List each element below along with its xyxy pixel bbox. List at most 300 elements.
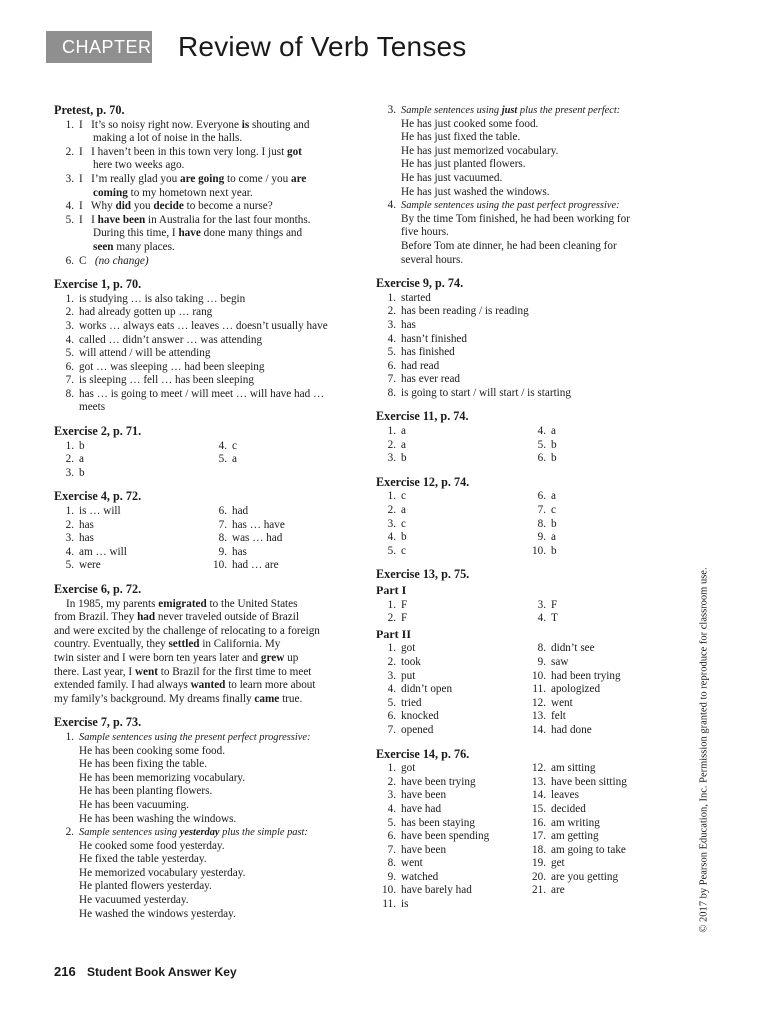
list-item [526, 439, 676, 453]
item-answer: watched [401, 870, 439, 883]
list-item [54, 388, 360, 402]
item-number: 14. [532, 723, 546, 736]
item-answer: am sitting [551, 762, 596, 775]
item-answer: I I haven’t been in this town very long. I just got [79, 145, 302, 158]
item-answer: tried [401, 696, 422, 709]
item-number: 3. [387, 318, 396, 331]
item-answer: has [401, 318, 416, 331]
list-item [376, 857, 526, 871]
list-item [376, 762, 526, 776]
item-answer: I I’m really glad you are going to come / you are [79, 172, 307, 185]
text-line: from Brazil. They had never traveled outside of Brazil [54, 611, 299, 624]
item-answer: F [401, 612, 408, 625]
section-heading: Exercise 13, p. 75. [376, 567, 470, 582]
item-number: 5. [65, 559, 74, 572]
list-item [526, 531, 676, 545]
item-number: 7. [65, 374, 74, 387]
item-number: 3. [387, 452, 396, 465]
text-line: In 1985, my parents emigrated to the United States [66, 597, 298, 610]
text-line: He has just vacuumed. [401, 171, 503, 184]
item-number: 7. [218, 518, 227, 531]
list-item [376, 789, 526, 803]
item-answer: am getting [551, 830, 599, 843]
item-answer: took [401, 655, 421, 668]
list-item [376, 830, 526, 844]
answer-columns [376, 599, 676, 626]
answer-list [54, 119, 360, 269]
item-number: 3. [65, 319, 74, 332]
sample-sentences [376, 118, 676, 200]
item-answer: didn’t see [551, 642, 595, 655]
answer-columns [376, 642, 676, 737]
item-number: 6. [537, 490, 546, 503]
item-number: 1. [387, 291, 396, 304]
item-label: Sample sentences using just plus the present perfect: [401, 105, 621, 116]
item-answer: were [79, 559, 101, 572]
item-number: 7. [387, 723, 396, 736]
text-line: During this time, I have done many things and [93, 227, 303, 240]
list-item [54, 347, 360, 361]
list-item [54, 519, 207, 533]
list-item [376, 545, 526, 559]
answer-columns [54, 440, 360, 481]
list-item [376, 319, 676, 333]
text-line: there. Last year, I went to Brazil for the first time to meet [54, 665, 312, 678]
item-number: 3. [65, 466, 74, 479]
item-answer: F [551, 598, 558, 611]
item-number: 17. [532, 830, 546, 843]
item-number: 1. [65, 439, 74, 452]
list-item [376, 884, 526, 898]
item-number: 5. [387, 346, 396, 359]
item-answer: b [79, 466, 85, 479]
item-answer: hasn’t finished [401, 332, 467, 345]
item-number: 8. [387, 857, 396, 870]
item-number: 14. [532, 789, 546, 802]
list-item [526, 871, 676, 885]
item-number: 12. [532, 696, 546, 709]
list-item [526, 857, 676, 871]
item-answer: has been staying [401, 816, 475, 829]
item-answer: b [551, 517, 557, 530]
chapter-header [46, 30, 467, 89]
item-answer: T [551, 612, 558, 625]
list-item [54, 361, 360, 375]
list-item [526, 697, 676, 711]
item-answer: called … didn’t answer … was attending [79, 333, 263, 346]
item-answer: a [551, 490, 556, 503]
text-line: He has just fixed the table. [401, 131, 521, 144]
list-item [207, 453, 360, 467]
item-answer: got [401, 642, 416, 655]
item-number: 10. [382, 884, 396, 897]
copyright-text: © 2017 by Pearson Education, Inc. Permission granted to reproduce for classroom use. [698, 567, 710, 933]
list-item [376, 531, 526, 545]
answer-paragraph [54, 598, 360, 707]
list-item [376, 898, 526, 912]
item-answer: have been [401, 843, 447, 856]
item-answer: felt [551, 710, 566, 723]
item-answer: am writing [551, 816, 600, 829]
text-line: He has been vacuuming. [79, 798, 189, 811]
item-answer: put [401, 669, 416, 682]
item-number: 9. [537, 531, 546, 544]
text-line: several hours. [401, 253, 464, 266]
item-answer: didn’t open [401, 683, 453, 696]
sample-sentences [54, 745, 360, 827]
item-number: 5. [387, 696, 396, 709]
item-answer: saw [551, 655, 569, 668]
item-label: Sample sentences using the present perfect progressive: [79, 731, 311, 743]
sample-sentences [376, 213, 676, 267]
list-item [207, 440, 360, 454]
list-item [54, 546, 207, 560]
list-item [54, 214, 360, 228]
item-number: 2. [387, 504, 396, 517]
list-item [526, 830, 676, 844]
section-heading: Exercise 14, p. 76. [376, 746, 470, 761]
answer-columns [54, 505, 360, 573]
item-number: 4. [537, 612, 546, 625]
text-line: He has been planting flowers. [79, 785, 213, 798]
list-item [526, 803, 676, 817]
right-column [376, 104, 676, 922]
item-number: 1. [387, 642, 396, 655]
item-answer: had [232, 505, 249, 518]
list-item [526, 817, 676, 831]
list-item [207, 559, 360, 573]
list-item [526, 683, 676, 697]
list-item [376, 518, 526, 532]
list-item [526, 656, 676, 670]
item-answer: had … are [232, 559, 279, 572]
item-answer: is sleeping … fell … has been sleeping [79, 374, 254, 387]
item-number: 6. [65, 360, 74, 373]
answer-columns [376, 762, 676, 912]
item-number: 1. [387, 598, 396, 611]
sample-sentences [54, 840, 360, 922]
list-item [54, 467, 207, 481]
item-answer: had read [401, 359, 440, 372]
list-item [376, 387, 676, 401]
section-heading: Exercise 11, p. 74. [376, 409, 469, 424]
item-answer: leaves [551, 789, 579, 802]
text-line: He has just cooked some food. [401, 117, 539, 130]
page-title: Review of Verb Tenses [178, 31, 467, 62]
list-item [54, 146, 360, 160]
text-line: He washed the windows yesterday. [79, 907, 236, 920]
item-number: 10. [532, 544, 546, 557]
item-answer: get [551, 857, 565, 870]
item-number: 3. [537, 598, 546, 611]
section-heading: Exercise 7, p. 73. [54, 715, 142, 730]
item-answer: b [551, 544, 557, 557]
item-number: 1. [65, 118, 74, 131]
item-number: 4. [537, 425, 546, 438]
item-answer: is going to start / will start / is starting [401, 386, 571, 399]
item-answer: a [401, 425, 406, 438]
section-heading: Exercise 4, p. 72. [54, 489, 142, 504]
item-answer: b [79, 439, 85, 452]
item-number: 2. [387, 305, 396, 318]
item-number: 21. [532, 884, 546, 897]
item-answer: is … will [79, 505, 121, 518]
item-number: 5. [65, 347, 74, 360]
item-number: 5. [387, 544, 396, 557]
item-number: 20. [532, 870, 546, 883]
text-line: He has just washed the windows. [401, 185, 550, 198]
item-answer: c [232, 439, 237, 452]
list-item [54, 119, 360, 133]
item-answer: decided [551, 802, 586, 815]
item-number: 5. [537, 438, 546, 451]
list-item [526, 776, 676, 790]
item-answer: is [401, 898, 409, 911]
item-number: 3. [65, 532, 74, 545]
item-answer: got … was sleeping … had been sleeping [79, 360, 265, 373]
list-item [54, 374, 360, 388]
item-number: 10. [532, 669, 546, 682]
list-item [526, 425, 676, 439]
item-number: 3. [65, 172, 74, 185]
item-answer: started [401, 291, 431, 304]
item-label: Sample sentences using yesterday plus the simple past: [79, 827, 308, 839]
text-line: He has been memorizing vocabulary. [79, 771, 246, 784]
item-number: 2. [65, 306, 74, 319]
copyright-note [694, 550, 714, 950]
item-answer: went [551, 696, 573, 709]
item-number: 11. [532, 683, 546, 696]
list-item [526, 789, 676, 803]
list-item [376, 333, 676, 347]
item-number: 9. [387, 870, 396, 883]
item-answer: has [79, 518, 94, 531]
list-item [207, 505, 360, 519]
item-answer: F [401, 598, 408, 611]
item-number: 7. [387, 373, 396, 386]
list-item [376, 683, 526, 697]
text-line: He has been washing the windows. [79, 812, 237, 825]
item-number: 4. [387, 802, 396, 815]
list-item [526, 612, 676, 626]
item-number: 6. [218, 505, 227, 518]
item-answer: is studying … is also taking … begin [79, 292, 246, 305]
exercise-1-section [54, 278, 360, 415]
text-line: He planted flowers yesterday. [79, 880, 212, 893]
list-item [526, 642, 676, 656]
item-answer: have been sitting [551, 775, 627, 788]
list-item [526, 545, 676, 559]
list-item [376, 305, 676, 319]
list-item [376, 697, 526, 711]
list-item [526, 452, 676, 466]
item-answer: has [232, 545, 247, 558]
pretest-section [54, 104, 360, 268]
item-number: 8. [537, 517, 546, 530]
exercise-11-section [376, 410, 676, 465]
item-number: 8. [387, 386, 396, 399]
item-answer: had been trying [551, 669, 621, 682]
text-line: He has been cooking some food. [79, 744, 226, 757]
item-number: 19. [532, 857, 546, 870]
item-answer: c [401, 544, 406, 557]
item-number: 16. [532, 816, 546, 829]
text-line: twin sister and I were born ten years later and grew up [54, 651, 299, 664]
item-answer: have had [401, 802, 442, 815]
item-number: 3. [387, 517, 396, 530]
text-line: He memorized vocabulary yesterday. [79, 866, 246, 879]
item-label: Sample sentences using the past perfect progressive: [401, 200, 620, 212]
item-number: 10. [213, 559, 227, 572]
text-line: my family’s background. My dreams finally came true. [54, 692, 303, 705]
exercise-14-section [376, 748, 676, 912]
item-number: 11. [382, 898, 396, 911]
item-answer: have been trying [401, 775, 476, 788]
list-item [54, 559, 207, 573]
part-label: Part II [376, 626, 411, 641]
list-item [526, 518, 676, 532]
item-answer: a [551, 425, 556, 438]
page-number: 216 [54, 964, 76, 979]
list-item [376, 776, 526, 790]
section-heading: Exercise 6, p. 72. [54, 582, 142, 596]
item-answer: c [401, 490, 406, 503]
item-answer: has … have [232, 518, 285, 531]
item-answer: has ever read [401, 373, 461, 386]
item-number: 1. [387, 425, 396, 438]
item-number: 4. [387, 332, 396, 345]
list-item [376, 656, 526, 670]
text-line: He has just planted flowers. [401, 158, 526, 171]
exercise-7-continued: 3. Sample sentences using just plus the present perfect: He has just cooked some food. He has just fixed the table. He has just memorized vocabulary. He has just planted flowers. He has just vacuumed. He has just washed the windows. 4. Sample sentences using the past perfect progressive: By the time Tom finished, he had been working for five hours. Before Tom ate dinner, he had been cleaning for several hours. [376, 104, 676, 267]
text-line: He vacuumed yesterday. [79, 894, 189, 907]
list-item [207, 532, 360, 546]
text-line: five hours. [401, 226, 449, 239]
chapter-label: CHAPTER 4 [46, 31, 152, 63]
list-item [54, 532, 207, 546]
item-answer: has finished [401, 346, 455, 359]
item-answer: has [79, 532, 94, 545]
item-answer: had already gotten up … rang [79, 306, 213, 319]
text-line: and were excited by the challenge of relocating to a foreign [54, 624, 320, 637]
item-number: 2. [65, 518, 74, 531]
item-answer: b [401, 531, 407, 544]
item-answer: am … will [79, 545, 127, 558]
item-number: 4. [218, 439, 227, 452]
item-number: 6. [387, 830, 396, 843]
item-number: 1. [65, 505, 74, 518]
exercise-7-section: Exercise 7, p. 73. 1. Sample sentences using the present perfect progressive: He has been cooking some food. He has been fixing the table. He has been memorizing vocabulary. He has been planting flowers. He has been vacuuming. He has been washing the windows. 2. Sample sentences using yesterday plus the simple past: He cooked some food yesterday. He fixed the table yesterday. He memorized vocabulary yesterday. He planted flowers yesterday. He vacuumed yesterday. He washed the windows yesterday. [54, 716, 360, 921]
list-item [376, 292, 676, 306]
list-item [376, 425, 526, 439]
item-answer: b [551, 438, 557, 451]
item-number: 6. [65, 254, 74, 267]
list-item [54, 255, 360, 269]
text-line: He cooked some food yesterday. [79, 839, 225, 852]
item-number: 9. [537, 655, 546, 668]
item-number: 18. [532, 843, 546, 856]
list-item [526, 884, 676, 898]
text-line: seen many places. [93, 240, 175, 253]
item-number: 4. [65, 545, 74, 558]
list-item [54, 293, 360, 307]
item-number: 2. [65, 145, 74, 158]
item-answer: are you getting [551, 870, 619, 883]
list-item [526, 670, 676, 684]
item-answer: was … had [232, 532, 283, 545]
exercise-12-section [376, 476, 676, 559]
item-number: 5. [387, 816, 396, 829]
item-number: 6. [537, 452, 546, 465]
item-answer: will attend / will be attending [79, 347, 211, 360]
item-answer: c [401, 517, 406, 530]
item-number: 4. [387, 531, 396, 544]
section-heading: Exercise 2, p. 71. [54, 424, 142, 439]
list-item [376, 724, 526, 738]
item-answer: a [79, 453, 84, 466]
text-line: extended family. I had always wanted to learn more about [54, 679, 316, 692]
item-number: 5. [218, 453, 227, 466]
list-item [54, 505, 207, 519]
item-number: 2. [387, 655, 396, 668]
list-item [526, 490, 676, 504]
list-item [376, 599, 526, 613]
item-number: 6. [387, 359, 396, 372]
text-line: By the time Tom finished, he had been working for [401, 212, 630, 225]
item-answer: apologized [551, 683, 601, 696]
left-column [54, 104, 360, 931]
item-answer: a [401, 438, 406, 451]
list-item [526, 599, 676, 613]
exercise-6-section [54, 583, 360, 706]
item-answer: b [401, 452, 407, 465]
list-item [54, 440, 207, 454]
item-number: 1. [65, 292, 74, 305]
text-line: He has been fixing the table. [79, 758, 207, 771]
list-item [526, 710, 676, 724]
item-answer: had done [551, 723, 592, 736]
list-item [54, 453, 207, 467]
item-number: 2. [65, 453, 74, 466]
item-answer: has … is going to meet / will meet … will have had … [79, 387, 325, 400]
section-heading: Exercise 9, p. 74. [376, 276, 464, 291]
item-number: 3. [387, 669, 396, 682]
item-number: 1. [387, 490, 396, 503]
item-answer: are [551, 884, 565, 897]
item-number: 3. [387, 789, 396, 802]
list-item [54, 200, 360, 214]
item-number: 6. [387, 710, 396, 723]
section-heading: Exercise 1, p. 70. [54, 277, 142, 292]
item-answer: a [551, 531, 556, 544]
footer-label: Student Book Answer Key [87, 965, 237, 979]
text-line: meets [79, 401, 106, 414]
item-answer: am going to take [551, 843, 626, 856]
item-number: 7. [537, 504, 546, 517]
text-line: here two weeks ago. [93, 159, 185, 172]
list-item [376, 360, 676, 374]
list-item [54, 320, 360, 334]
item-answer: have been spending [401, 830, 490, 843]
answer-columns [376, 425, 676, 466]
item-number: 9. [218, 545, 227, 558]
list-item [54, 306, 360, 320]
list-item [376, 803, 526, 817]
list-item [376, 373, 676, 387]
list-item [526, 504, 676, 518]
list-item [376, 710, 526, 724]
list-item [376, 871, 526, 885]
